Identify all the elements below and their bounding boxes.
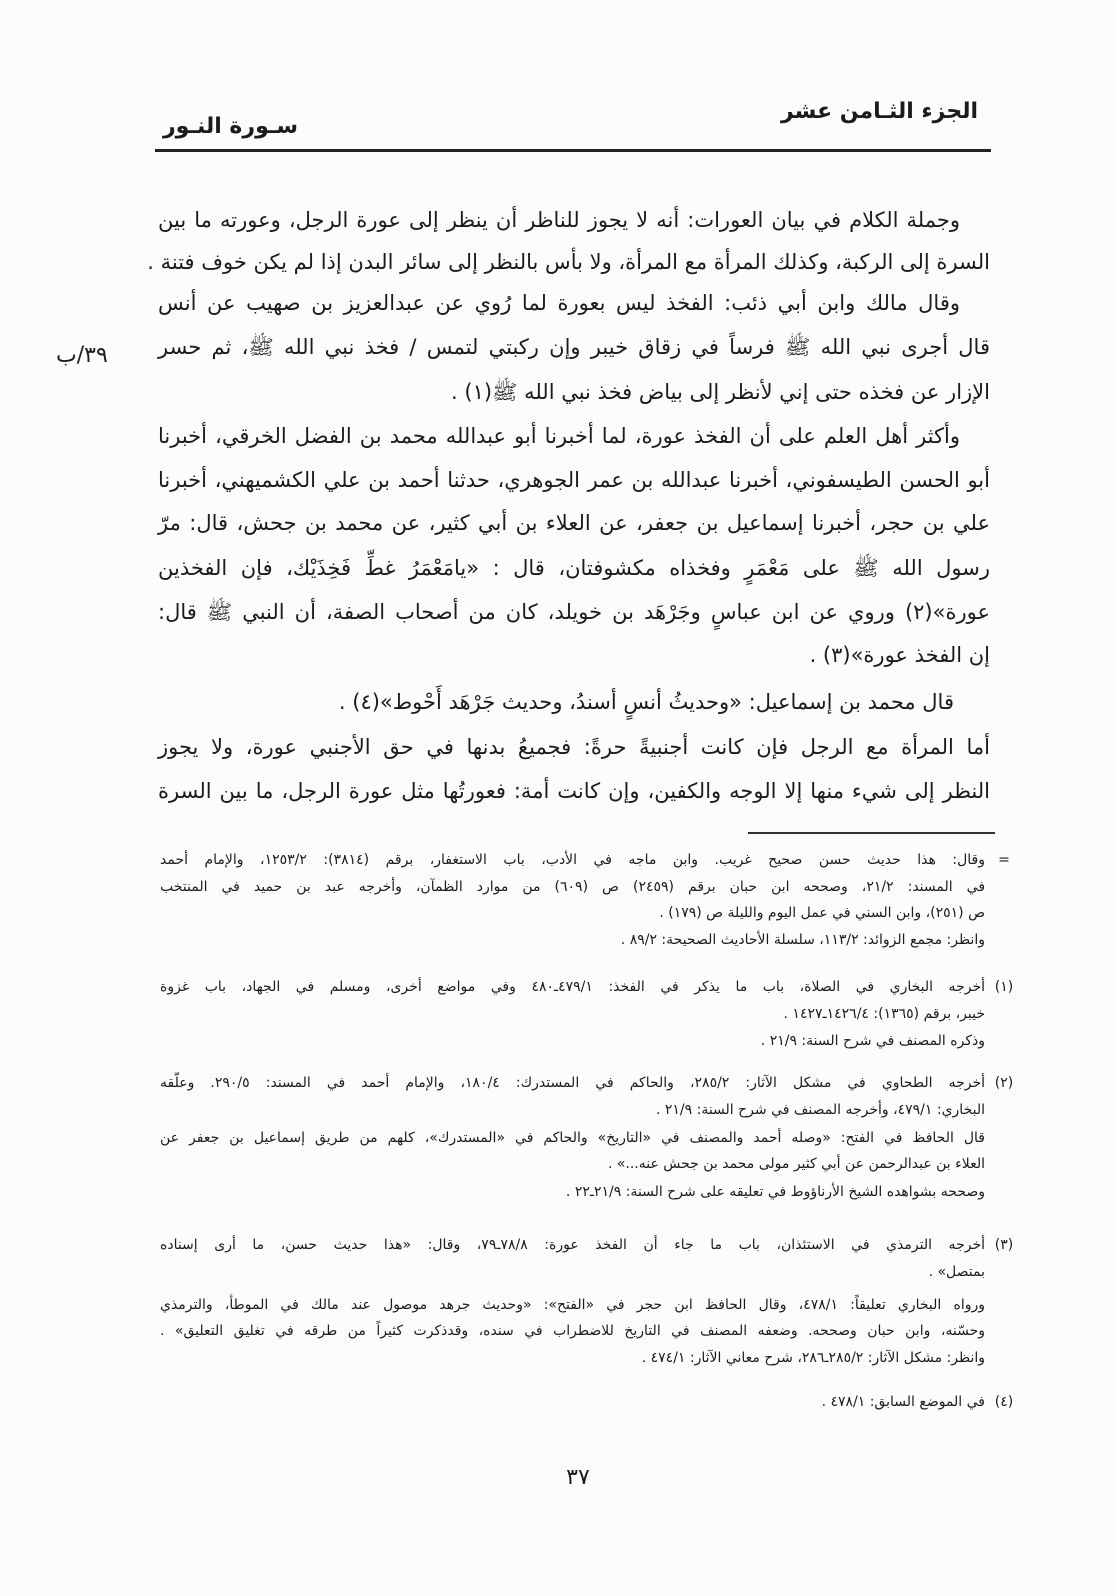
- body-line: عورة»(٢) وروي عن ابن عباسٍ وجَرْهَد بن خويلد، كان من أصحاب الصفة، أن النبي ﷺ قال:: [158, 600, 990, 624]
- footnote-number: (٣): [994, 1237, 1014, 1253]
- body-line: قال أجرى نبي الله ﷺ فرساً في زقاق خيبر وإن ركبتي لتمس / فخذ نبي الله ﷺ، ثم حسر: [158, 335, 990, 359]
- body-line: وأكثر أهل العلم على أن الفخذ عورة، لما أخبرنا أبو عبدالله محمد بن الفضل الخرقي، أخبرنا: [158, 424, 960, 448]
- footnote-line: وحسّنه، وابن حبان وصححه. وضعفه المصنف في التاريخ للاضطراب في سنده، وقدذكرت كثيراً من طرقه في تغليق التعليق» .: [160, 1323, 985, 1339]
- footnote-line: في الموضع السابق: ٤٧٨/١ .: [821, 1394, 985, 1410]
- footnote-line: ورواه البخاري تعليقاً: ٤٧٨/١، وقال الحافظ ابن حجر في «الفتح»: «وحديث جرهد موصول عند مالك في الموطأ، والترمذي: [160, 1297, 985, 1313]
- footnote-line: وذكره المصنف في شرح السنة: ٢١/٩ .: [760, 1033, 985, 1049]
- body-line: السرة إلى الركبة، وكذلك المرأة مع المرأة، ولا بأس بالنظر إلى سائر البدن إذا لم يكن خوف فتنة .: [147, 250, 990, 274]
- running-header-juz: الجزء الثـامن عشر: [781, 99, 978, 124]
- footnote-line: وصححه بشواهده الشيخ الأرناؤوط في تعليقه على شرح السنة: ٢١/٩ـ٢٢ .: [565, 1184, 985, 1200]
- body-line: رسول الله ﷺ على مَعْمَرٍ وفخذاه مكشوفتان، قال : «يامَعْمَرُ غطِّ فَخِذَيْك، فإن الفخذين: [158, 556, 990, 580]
- footnote-number: (٤): [994, 1394, 1014, 1410]
- footnote-line: في المسند: ٢١/٢، وصححه ابن حبان برقم (٢٤٥٩) ص (٦٠٩) من موارد الظمآن، وأخرجه عبد بن حميد في المنتخب: [160, 879, 986, 895]
- footnote-number: (٢): [994, 1075, 1014, 1091]
- footnote-number: (١): [994, 979, 1014, 995]
- header-rule: [155, 149, 991, 152]
- footnote-line: أخرجه الترمذي في الاستئذان، باب ما جاء أن الفخذ عورة: ٧٨/٨ـ٧٩، وقال: «هذا حديث حسن، ما أرى إسناده: [160, 1237, 985, 1253]
- footnote-line: ص (٢٥١)، وابن السني في عمل اليوم والليلة ص (١٧٩) .: [659, 905, 985, 921]
- footnote-line: وانظر: مجمع الزوائد: ١١٣/٢، سلسلة الأحاديث الصحيحة: ٨٩/٢ .: [620, 932, 985, 948]
- page-number: ٣٧: [566, 1465, 590, 1490]
- footnote-line: البخاري: ٤٧٩/١، وأخرجه المصنف في شرح السنة: ٢١/٩ .: [655, 1102, 985, 1118]
- running-header-surah: سـورة النـور: [163, 114, 299, 139]
- footnote-line: خيبر، برقم (١٣٦٥): ١٤٢٦/٤ـ١٤٢٧ .: [783, 1006, 985, 1022]
- body-line: علي بن حجر، أخبرنا إسماعيل بن جعفر، عن العلاء بن أبي كثير، عن محمد بن جحش، قال: مرّ: [158, 511, 990, 535]
- body-line: أما المرأة مع الرجل فإن كانت أجنبيةً حرةً: فجميعُ بدنها في حق الأجنبي عورة، ولا يجوز: [158, 735, 990, 759]
- footnote-line: قال الحافظ في الفتح: «وصله أحمد والمصنف في «التاريخ» والحاكم في «المستدرك»، كلهم من طريق إسماعيل بن جعفر عن: [160, 1130, 985, 1146]
- footnote-line: أخرجه الطحاوي في مشكل الآثار: ٢٨٥/٢، والحاكم في المستدرك: ١٨٠/٤، والإمام أحمد في المسند: ٢٩٠/٥. وعلّقه: [160, 1075, 985, 1091]
- body-line: وجملة الكلام في بيان العورات: أنه لا يجوز للناظر أن ينظر إلى عورة الرجل، وعورته ما بين: [158, 208, 960, 232]
- footnote-line: بمتصل» .: [928, 1264, 985, 1280]
- body-line: قال محمد بن إسماعيل: «وحديثُ أنسٍ أسندُ، وحديث جَرْهَد أَحْوط»(٤) .: [338, 690, 954, 714]
- margin-folio-note: ٣٩/ب: [56, 343, 108, 368]
- footnote-line: العلاء بن عبدالرحمن عن أبي كثير مولى محمد بن جحش عنه...» .: [607, 1156, 985, 1172]
- body-line: الإزار عن فخذه حتى إني لأنظر إلى بياض فخذ نبي الله ﷺ(١) .: [451, 380, 990, 404]
- body-line: أبو الحسن الطيسفوني، أخبرنا عبدالله بن عمر الجوهري، حدثنا أحمد بن علي الكشميهني، أخبرنا: [158, 468, 990, 492]
- body-line: وقال مالك وابن أبي ذئب: الفخذ ليس بعورة لما رُوي عن عبدالعزيز بن صهيب عن أنس: [158, 291, 960, 315]
- footnote-line: أخرجه البخاري في الصلاة، باب ما يذكر في الفخذ: ٤٧٩/١ـ٤٨٠ وفي مواضع أخرى، ومسلم في الجهاد، باب غزوة: [160, 979, 985, 995]
- footnote-continuation-mark: =: [998, 852, 1010, 868]
- footnote-line: وانظر: مشكل الآثار: ٢٨٥/٢ـ٢٨٦، شرح معاني الآثار: ٤٧٤/١ .: [641, 1350, 985, 1366]
- body-line: النظر إلى شيء منها إلا الوجه والكفين، وإن كانت أمة: فعورتُها مثل عورة الرجل، ما بين السرة: [158, 779, 990, 803]
- footnote-separator: [748, 832, 995, 834]
- body-line: إن الفخذ عورة»(٣) .: [809, 643, 990, 667]
- footnote-line: وقال: هذا حديث حسن صحيح غريب. وابن ماجه في الأدب، باب الاستغفار، برقم (٣٨١٤): ١٢٥٣/٢، والإمام أحمد: [160, 852, 985, 868]
